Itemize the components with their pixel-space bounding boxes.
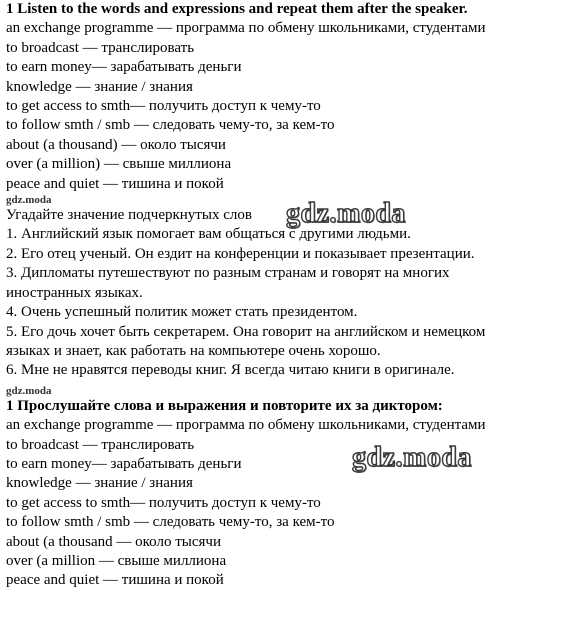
vocab-line: peace and quiet — тишина и покой [6, 572, 224, 589]
vocab-line: to earn money— зарабатывать деньги [6, 59, 242, 76]
sentence-line: иностранных языках. [6, 284, 143, 301]
vocab-line: knowledge — знание / знания [6, 78, 193, 95]
guess-intro: Угадайте значение подчеркнутых слов [6, 207, 252, 224]
vocab-line: about (a thousand) — около тысячи [6, 136, 226, 153]
vocab-line: to broadcast — транслировать [6, 436, 195, 453]
vocab-line: to get access to smth— получить доступ к чему-то [6, 98, 321, 115]
sentence-line: 2. Его отец ученый. Он ездит на конференции и показывает презентации. [6, 245, 475, 262]
document-page [6, 0, 558, 591]
vocab-line: to follow smth / smb — следовать чему-то, за кем-то [6, 117, 335, 134]
vocab-line: over (a million) — свыше миллиона [6, 156, 232, 173]
vocab-line: to get access to smth— получить доступ к чему-то [6, 494, 321, 511]
watermark-large: gdz.moda [352, 442, 472, 473]
sentence-line: 5. Его дочь хочет быть секретарем. Она говорит на английском и немецком [6, 323, 486, 340]
vocab-line: an exchange programme — программа по обмену школьниками, студентами [6, 20, 486, 37]
sentence-line: 3. Дипломаты путешествуют по разным странам и говорят на многих [6, 265, 450, 282]
watermark-large: gdz.moda [286, 198, 406, 229]
sentence-line: 6. Мне не нравятся переводы книг. Я всегда читаю книги в оригинале. [6, 362, 455, 379]
vocab-line: knowledge — знание / знания [6, 475, 193, 492]
vocab-line: peace and quiet — тишина и покой [6, 175, 224, 192]
watermark-small: gdz.moda [6, 384, 52, 397]
vocab-line: over (a million — свыше миллиона [6, 552, 227, 569]
vocab-line: to earn money— зарабатывать деньги [6, 455, 242, 472]
sentence-line: 4. Очень успешный политик может стать президентом. [6, 304, 358, 321]
sentence-line: языках и знает, как работать на компьютере очень хорошо. [6, 342, 381, 359]
vocab-line: to broadcast — транслировать [6, 39, 195, 56]
vocab-line: an exchange programme — программа по обмену школьниками, студентами [6, 417, 486, 434]
vocab-line: to follow smth / smb — следовать чему-то, за кем-то [6, 514, 335, 531]
watermark-small: gdz.moda [6, 194, 52, 207]
vocab-line: about (a thousand — около тысячи [6, 533, 221, 550]
sentence-line: 1. Английский язык помогает вам общаться с другими людьми. [6, 226, 411, 243]
section-heading-en: 1 Listen to the words and expressions and repeat them after the speaker. [6, 1, 468, 17]
section-heading-ru: 1 Прослушайте слова и выражения и повторите их за диктором: [6, 397, 443, 414]
